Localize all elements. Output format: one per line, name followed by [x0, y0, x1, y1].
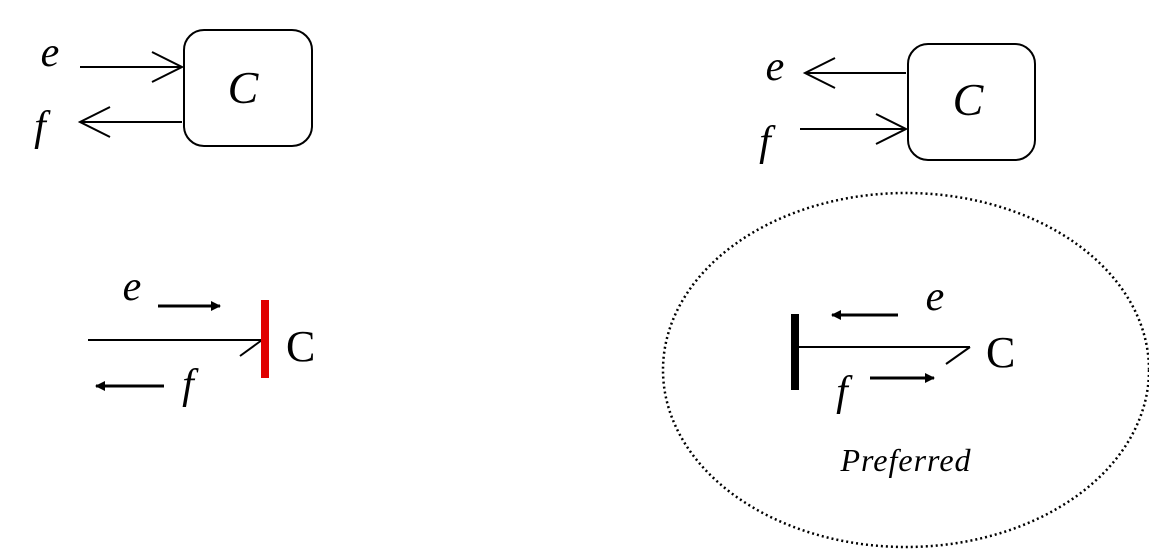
- preferred-highlight-ellipse: [663, 193, 1149, 547]
- preferred-note: Preferred: [840, 442, 972, 478]
- component-label: C: [952, 74, 984, 125]
- panel-top-right: [759, 44, 1035, 165]
- component-label: C: [986, 328, 1016, 377]
- effort-label: e: [40, 30, 60, 76]
- effort-label: e: [925, 274, 945, 320]
- effort-arrow: [80, 52, 182, 82]
- half-arrow-barb: [946, 347, 970, 364]
- panel-bottom-left: [88, 264, 315, 408]
- component-label: C: [227, 62, 259, 113]
- flow-label: f: [759, 119, 771, 165]
- flow-label: f: [34, 104, 46, 150]
- half-arrow-barb: [240, 340, 262, 356]
- effort-label: e: [122, 264, 142, 310]
- flow-label: f: [836, 369, 848, 415]
- effort-label: e: [765, 44, 785, 90]
- flow-arrow: [80, 107, 182, 137]
- effort-arrow: [805, 58, 906, 88]
- panel-bottom-right: [663, 193, 1149, 547]
- component-label: C: [286, 322, 316, 371]
- flow-arrow: [800, 114, 906, 144]
- flow-label: f: [182, 362, 194, 408]
- panel-top-left: [34, 30, 312, 150]
